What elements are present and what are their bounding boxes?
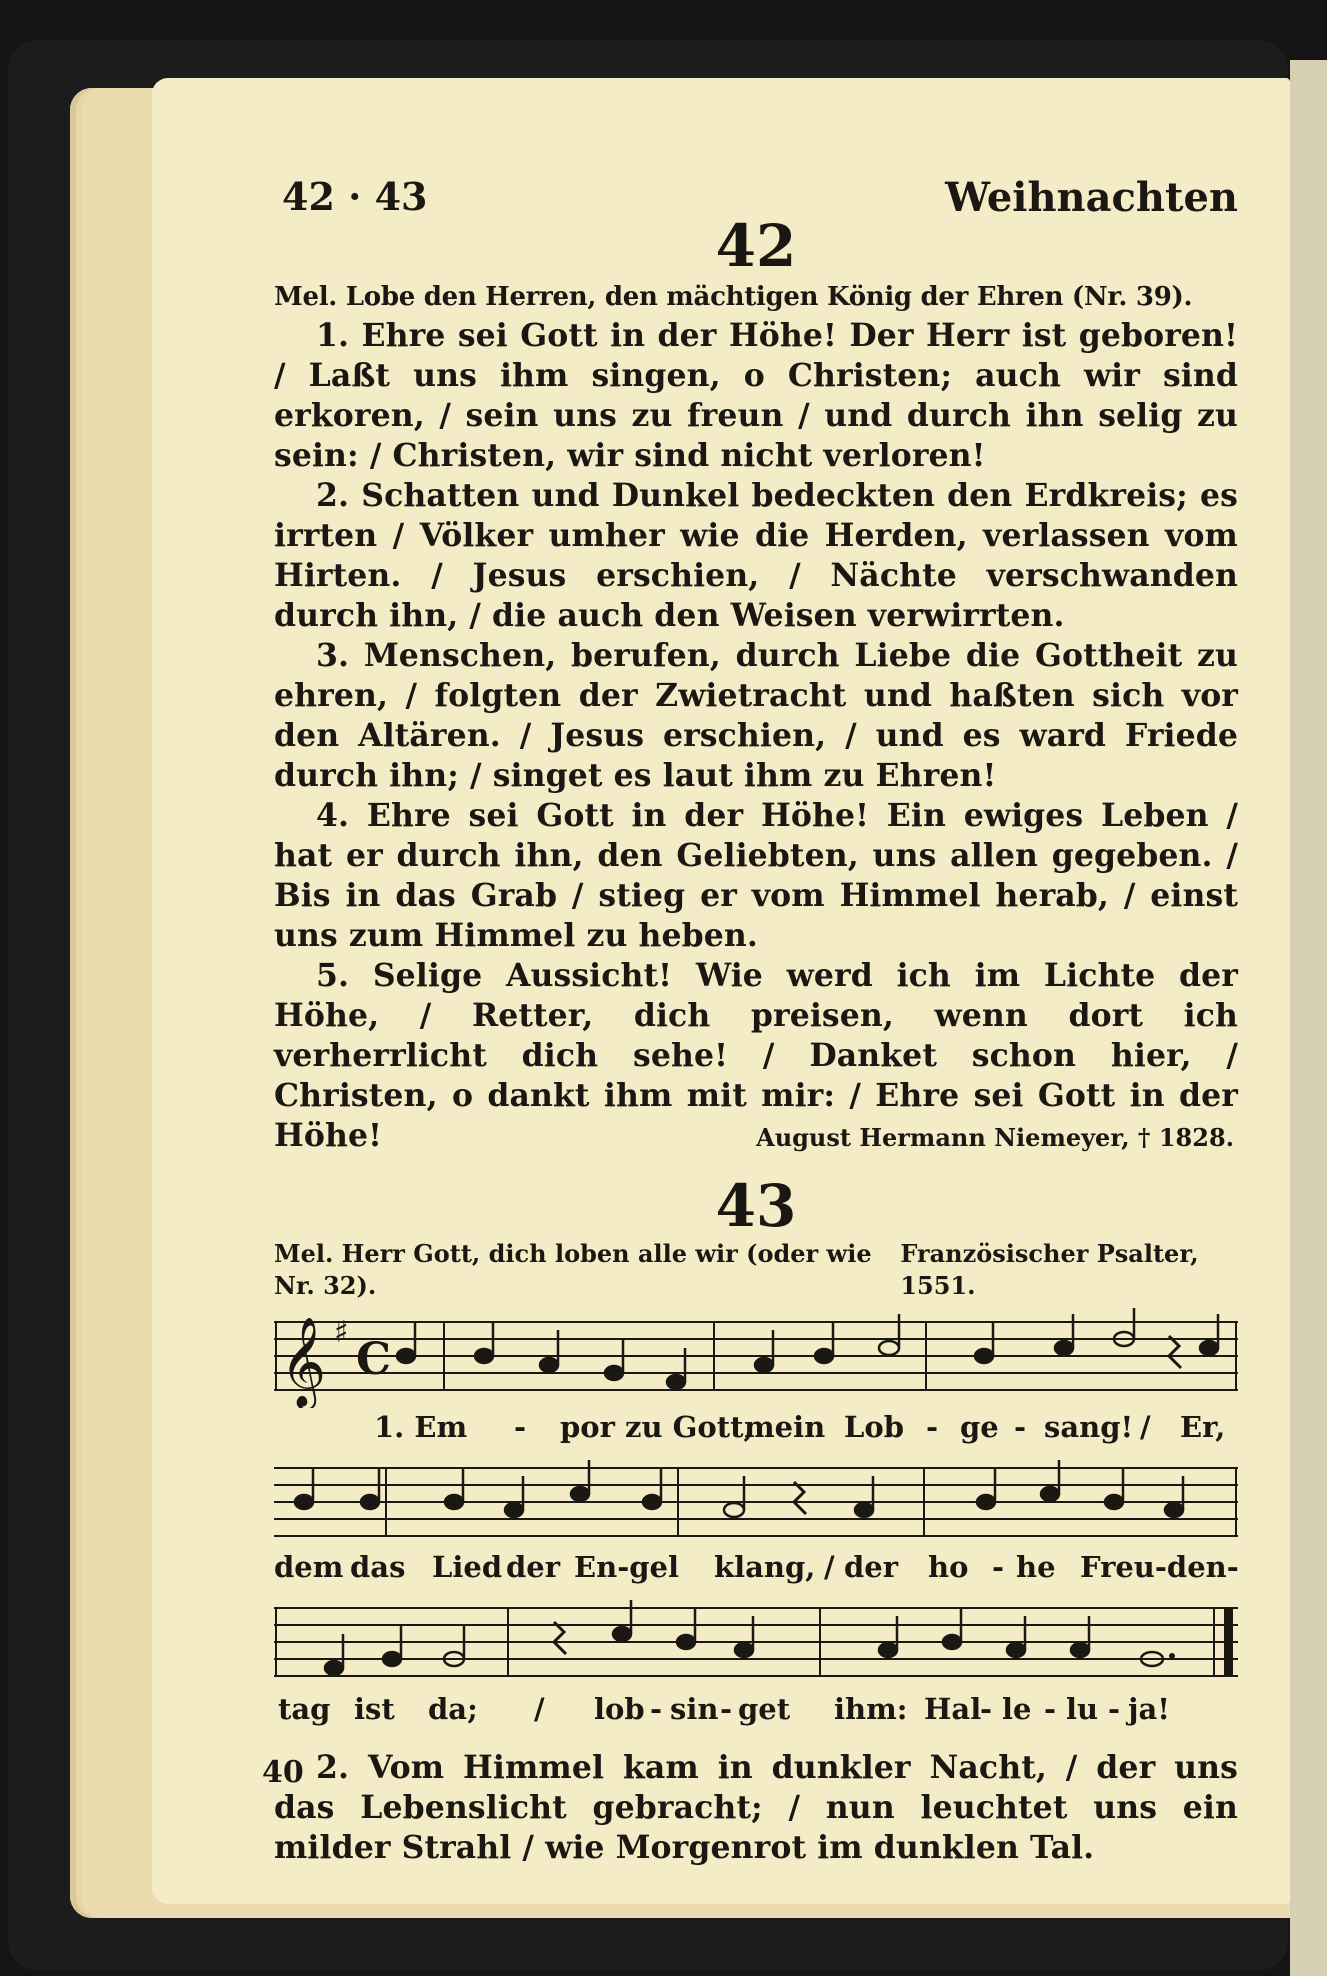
page-number: 40 <box>262 1755 304 1790</box>
lyric-syllable: Er, <box>1180 1410 1226 1444</box>
hymn-42-verse-1: 1. Ehre sei Gott in der Höhe! Der Herr ist geboren! / Laßt uns ihm singen, o Christen; auch wir sind erkoren, / sein uns zu freun / und durch ihn selig zu sein: / Christen, wir sind nicht verloren! <box>274 317 1238 474</box>
lyric-hyphen: - <box>1014 1410 1027 1444</box>
lyric-syllable: dem <box>274 1550 344 1584</box>
final-barline-icon <box>1224 1608 1233 1676</box>
treble-clef-icon: 𝄞 <box>280 1317 327 1407</box>
lyric-syllable: der <box>844 1550 899 1584</box>
hymn-43-melody: Mel. Herr Gott, dich loben alle wir (oder wie Nr. 32). <box>274 1239 872 1300</box>
lyric-slash: / <box>824 1550 835 1584</box>
lyric-hyphen: - <box>650 1692 663 1726</box>
running-header <box>274 170 1238 220</box>
header-section-title: Weihnachten <box>945 174 1238 221</box>
rest-icon <box>1169 1336 1181 1368</box>
lyric-syllable: ho <box>928 1550 969 1584</box>
staff-3-lyrics <box>274 1690 1238 1734</box>
hymn-43-melody-row <box>274 1238 1238 1302</box>
lyric-hyphen: - <box>980 1692 993 1726</box>
lyric-syllable: da; <box>428 1692 478 1726</box>
lyric-syllable: he <box>1016 1550 1056 1584</box>
lyric-hyphen: - <box>926 1410 939 1444</box>
hymn-42-verse-2: 2. Schatten und Dunkel bedeckten den Erdkreis; es irrten / Völker umher wie die Herden, verlassen vom Hirten. / Jesus erschien, / Nächte verschwanden durch ihn, / die auch den Weisen verwirrten. <box>274 477 1238 634</box>
hymn-42-verse-5: 5. Selige Aussicht! Wie werd ich im Lichte der Höhe, / Retter, dich preisen, wenn dort ich verherrlicht dich sehe! / Danket schon hier, / Christen, o dankt ihm mit mir: / Ehre sei Gott in der Höhe! <box>274 957 1238 1154</box>
lyric-hyphen: - <box>514 1410 527 1444</box>
music-staff-1 <box>274 1308 1238 1408</box>
lyric-hyphen: - <box>992 1550 1005 1584</box>
hymn-43-verse-2: 2. Vom Himmel kam in dunkler Nacht, / der uns das Lebenslicht gebracht; / nun leuchtet uns ein milder Strahl / wie Morgenrot im dunklen Tal. <box>274 1749 1238 1866</box>
hymn-43-source: Französischer Psalter, 1551. <box>900 1239 1199 1300</box>
hymn-42-verse-5-row <box>274 956 1238 1156</box>
rest-icon <box>794 1482 806 1514</box>
lyric-syllable: lu <box>1066 1692 1099 1726</box>
music-staff-3 <box>274 1598 1238 1690</box>
lyric-syllable: das <box>350 1550 406 1584</box>
hymn-42-attribution: August Hermann Niemeyer, † 1828. <box>756 1123 1234 1152</box>
lyric-syllable: En-gel <box>574 1550 679 1584</box>
lyric-syllable: ja! <box>1128 1692 1171 1726</box>
lyric-syllable: sin <box>670 1692 719 1726</box>
lyric-syllable: tag <box>278 1692 331 1726</box>
lyric-syllable: 1. Em <box>374 1410 468 1444</box>
sharp-icon: ♯ <box>334 1315 349 1350</box>
rest-icon <box>554 1622 566 1654</box>
header-hymn-range: 42 · 43 <box>282 174 428 219</box>
lyric-syllable: get <box>738 1692 791 1726</box>
lyric-slash: / <box>534 1692 545 1726</box>
lyric-hyphen: - <box>1044 1692 1057 1726</box>
hymn-42-melody: Mel. Lobe den Herren, den mächtigen König der Ehren (Nr. 39). <box>274 282 1193 312</box>
lyric-syllable: Lob <box>844 1410 905 1444</box>
lyric-hyphen: - <box>720 1692 733 1726</box>
staff-1-lyrics <box>274 1408 1238 1452</box>
hymn-43-number: 43 <box>715 1172 797 1240</box>
lyric-syllable: por zu Gott, <box>560 1410 754 1444</box>
common-time-icon: C <box>356 1334 392 1385</box>
lyric-syllable: ist <box>354 1692 395 1726</box>
lyric-syllable: der <box>506 1550 561 1584</box>
lyric-syllable: le <box>1002 1692 1032 1726</box>
facing-page-edge <box>1290 60 1327 1976</box>
lyric-syllable: ge <box>960 1410 999 1444</box>
lyric-syllable: lob <box>594 1692 645 1726</box>
staff-2-lyrics <box>274 1548 1238 1592</box>
lyric-syllable: Lied <box>432 1550 503 1584</box>
hymn-42-number: 42 <box>715 212 797 280</box>
lyric-syllable: Freu-den- <box>1080 1550 1239 1584</box>
music-staff-2 <box>274 1458 1238 1548</box>
lyric-syllable: klang, <box>714 1550 816 1584</box>
hymn-42-verse-3: 3. Menschen, berufen, durch Liebe die Gottheit zu ehren, / folgten der Zwietracht und haßten sich vor den Altären. / Jesus erschien, / und es ward Friede durch ihn; / singet es laut ihm zu Ehren! <box>274 637 1238 794</box>
lyric-syllable: Hal <box>924 1692 982 1726</box>
hymn-42-verse-4: 4. Ehre sei Gott in der Höhe! Ein ewiges Leben / hat er durch ihn, den Geliebten, uns allen gegeben. / Bis in das Grab / stieg er vom Himmel herab, / einst uns zum Himmel zu heben. <box>274 797 1238 954</box>
lyric-slash: / <box>1140 1410 1151 1444</box>
lyric-syllable: ihm: <box>834 1692 908 1726</box>
lyric-hyphen: - <box>1108 1692 1121 1726</box>
page-content <box>274 170 1239 1866</box>
lyric-syllable: sang! <box>1044 1410 1134 1444</box>
lyric-syllable: mein <box>744 1410 826 1444</box>
